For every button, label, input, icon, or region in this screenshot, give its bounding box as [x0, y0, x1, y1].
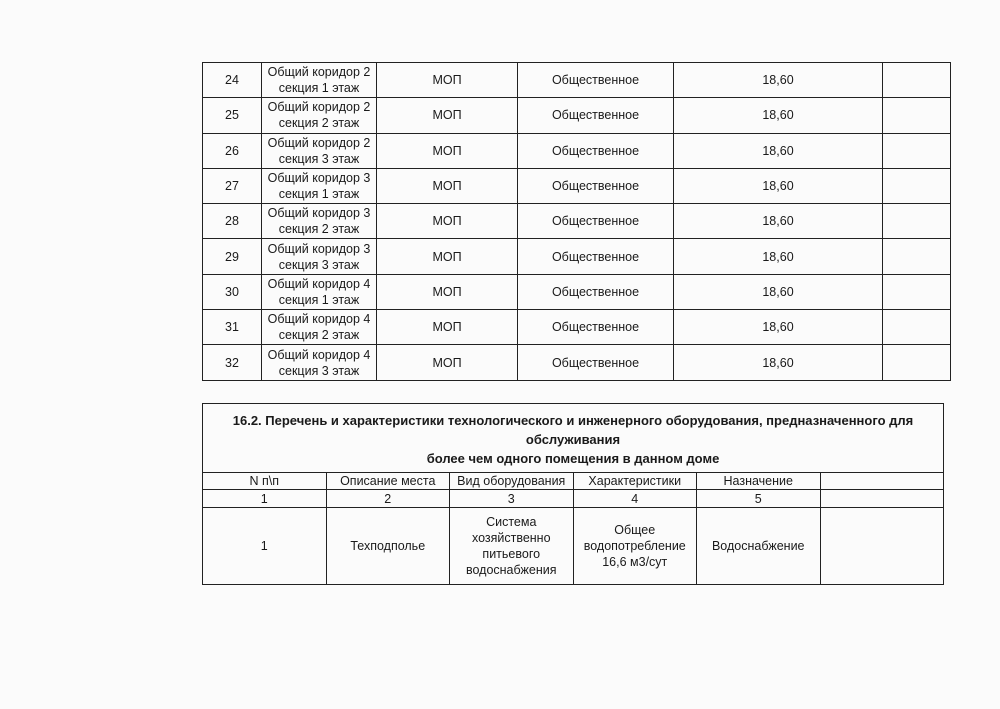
row-description-line-1: Общий коридор 2	[267, 100, 371, 115]
table-row	[203, 274, 951, 309]
row-room-type: МОП	[377, 345, 518, 380]
row-description-line-2: секция 2 этаж	[278, 116, 360, 131]
row-empty-cell	[883, 310, 951, 345]
col-number-empty	[820, 490, 944, 508]
equipment-header-row	[203, 473, 944, 490]
row-description-line-1: Общий коридор 4	[267, 276, 371, 291]
row-area: 18,60	[674, 204, 883, 239]
row-description-line-2: секция 1 этаж	[278, 81, 360, 96]
row-description-line-1: Общий коридор 3	[267, 241, 371, 256]
row-usage: Общественное	[518, 239, 674, 274]
row-area: 18,60	[674, 168, 883, 203]
row-room-type: МОП	[377, 204, 518, 239]
row-description-line-1: Общий коридор 2	[267, 135, 371, 150]
row-usage: Общественное	[518, 63, 674, 98]
row-description-line-2: секция 2 этаж	[278, 222, 360, 237]
table-row	[203, 239, 951, 274]
row-room-type: МОП	[377, 133, 518, 168]
table-row	[203, 98, 951, 133]
row-description-line-2: секция 2 этаж	[278, 328, 360, 343]
row-description	[262, 274, 377, 309]
table-row	[203, 63, 951, 98]
col-number-4: 4	[573, 490, 697, 508]
row-room-type: МОП	[377, 274, 518, 309]
table-row	[203, 133, 951, 168]
equipment-place: Техподполье	[326, 508, 450, 585]
row-description	[262, 133, 377, 168]
row-description-line-2: секция 1 этаж	[278, 292, 360, 307]
row-description-line-1: Общий коридор 4	[267, 312, 371, 327]
row-number: 29	[203, 239, 262, 274]
rooms-table	[202, 62, 951, 381]
row-number: 32	[203, 345, 262, 380]
table-row	[203, 204, 951, 239]
scan-speck	[68, 686, 78, 696]
equipment-char-line-2: водопотребление 16,6 м3/сут	[583, 539, 686, 569]
row-usage: Общественное	[518, 310, 674, 345]
row-room-type: МОП	[377, 98, 518, 133]
row-number: 30	[203, 274, 262, 309]
col-number-3: 3	[450, 490, 574, 508]
row-usage: Общественное	[518, 204, 674, 239]
equipment-num: 1	[203, 508, 327, 585]
table-row	[203, 168, 951, 203]
row-empty-cell	[883, 98, 951, 133]
row-number: 31	[203, 310, 262, 345]
row-number: 24	[203, 63, 262, 98]
row-area: 18,60	[674, 345, 883, 380]
row-usage: Общественное	[518, 168, 674, 203]
header-empty	[820, 473, 944, 490]
equipment-purpose: Водоснабжение	[697, 508, 821, 585]
equipment-kind-line-2: питьевого	[482, 547, 541, 561]
row-area: 18,60	[674, 239, 883, 274]
equipment-kind-line-3: водоснабжения	[465, 563, 557, 577]
equipment-title-line-2: более чем одного помещения в данном доме	[426, 451, 720, 466]
equipment-title-row	[203, 404, 944, 473]
equipment-empty-cell	[820, 508, 944, 585]
row-description	[262, 204, 377, 239]
row-description-line-2: секция 3 этаж	[278, 151, 360, 166]
row-usage: Общественное	[518, 345, 674, 380]
header-kind: Вид оборудования	[450, 473, 574, 490]
table-row	[203, 310, 951, 345]
row-description-line-2: секция 1 этаж	[278, 187, 360, 202]
row-room-type: МОП	[377, 63, 518, 98]
header-place: Описание места	[326, 473, 450, 490]
row-description-line-1: Общий коридор 2	[267, 65, 371, 80]
row-description-line-1: Общий коридор 3	[267, 206, 371, 221]
row-number: 28	[203, 204, 262, 239]
row-description	[262, 98, 377, 133]
equipment-column-numbers-row	[203, 490, 944, 508]
col-number-5: 5	[697, 490, 821, 508]
equipment-table	[202, 403, 944, 585]
table-row	[203, 345, 951, 380]
equipment-section-title	[203, 404, 944, 473]
row-description-line-2: секция 3 этаж	[278, 363, 360, 378]
row-description	[262, 63, 377, 98]
row-room-type: МОП	[377, 310, 518, 345]
row-area: 18,60	[674, 133, 883, 168]
row-description	[262, 239, 377, 274]
header-characteristics: Характеристики	[573, 473, 697, 490]
equipment-data-row	[203, 508, 944, 585]
row-area: 18,60	[674, 98, 883, 133]
row-room-type: МОП	[377, 239, 518, 274]
row-description-line-1: Общий коридор 3	[267, 171, 371, 186]
row-description	[262, 168, 377, 203]
row-empty-cell	[883, 63, 951, 98]
col-number-1: 1	[203, 490, 327, 508]
equipment-kind-line-1: Система хозяйственно	[471, 515, 551, 545]
row-empty-cell	[883, 345, 951, 380]
row-area: 18,60	[674, 310, 883, 345]
equipment-char-line-1: Общее	[614, 523, 656, 537]
row-empty-cell	[883, 168, 951, 203]
row-description	[262, 310, 377, 345]
equipment-kind	[450, 508, 574, 585]
header-purpose: Назначение	[697, 473, 821, 490]
row-number: 27	[203, 168, 262, 203]
row-empty-cell	[883, 239, 951, 274]
row-usage: Общественное	[518, 98, 674, 133]
row-empty-cell	[883, 133, 951, 168]
row-area: 18,60	[674, 63, 883, 98]
row-number: 26	[203, 133, 262, 168]
row-description-line-1: Общий коридор 4	[267, 347, 371, 362]
row-usage: Общественное	[518, 133, 674, 168]
row-empty-cell	[883, 204, 951, 239]
row-area: 18,60	[674, 274, 883, 309]
equipment-title-line-1: 16.2. Перечень и характеристики технологического и инженерного оборудования, предназначенного для обслуживания	[232, 413, 914, 447]
row-description-line-2: секция 3 этаж	[278, 257, 360, 272]
equipment-characteristics	[573, 508, 697, 585]
row-number: 25	[203, 98, 262, 133]
row-description	[262, 345, 377, 380]
header-num: N п\п	[203, 473, 327, 490]
rooms-table-body	[203, 63, 951, 381]
row-room-type: МОП	[377, 168, 518, 203]
col-number-2: 2	[326, 490, 450, 508]
row-usage: Общественное	[518, 274, 674, 309]
row-empty-cell	[883, 274, 951, 309]
